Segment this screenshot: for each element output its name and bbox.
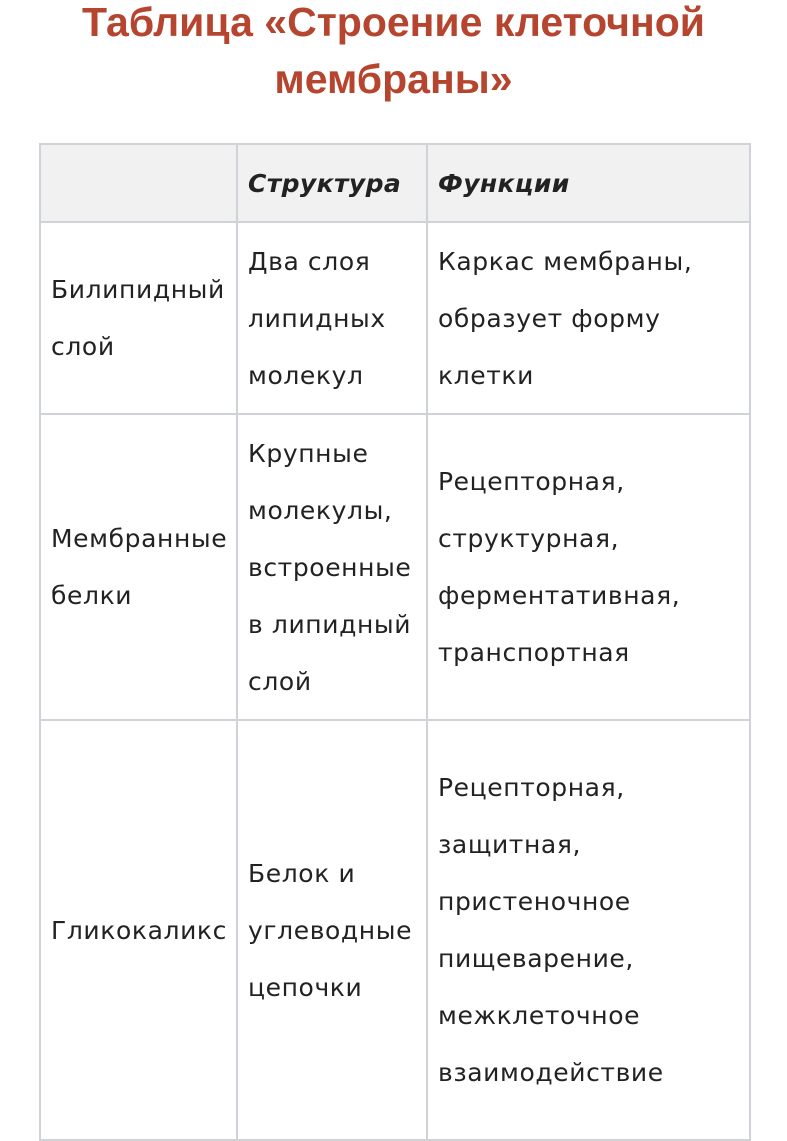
row-name: Гликокаликс — [40, 720, 237, 1140]
row-structure: Два слоя липидных молекул — [237, 222, 427, 414]
header-empty — [40, 144, 237, 222]
row-functions: Каркас мембраны, образует форму клетки — [427, 222, 750, 414]
row-name: Билипидный слой — [40, 222, 237, 414]
row-structure: Крупные молекулы, встроенные в липидный слой — [237, 414, 427, 720]
table-row — [40, 720, 750, 1140]
table-row — [40, 222, 750, 414]
row-functions: Рецепторная, структурная, ферментативная, транспортная — [427, 414, 750, 720]
header-functions: Функции — [427, 144, 750, 222]
table-row — [40, 414, 750, 720]
row-name: Мембранные белки — [40, 414, 237, 720]
header-structure: Структура — [237, 144, 427, 222]
row-structure: Белок и углеводные цепочки — [237, 720, 427, 1140]
membrane-table — [39, 143, 749, 1141]
table-header-row — [40, 144, 750, 222]
row-functions: Рецепторная, защитная, пристеночное пищеварение, межклеточное взаимодействие — [427, 720, 750, 1140]
table — [39, 143, 751, 1141]
page-title: Таблица «Строение клеточной мембраны» — [82, 0, 705, 102]
